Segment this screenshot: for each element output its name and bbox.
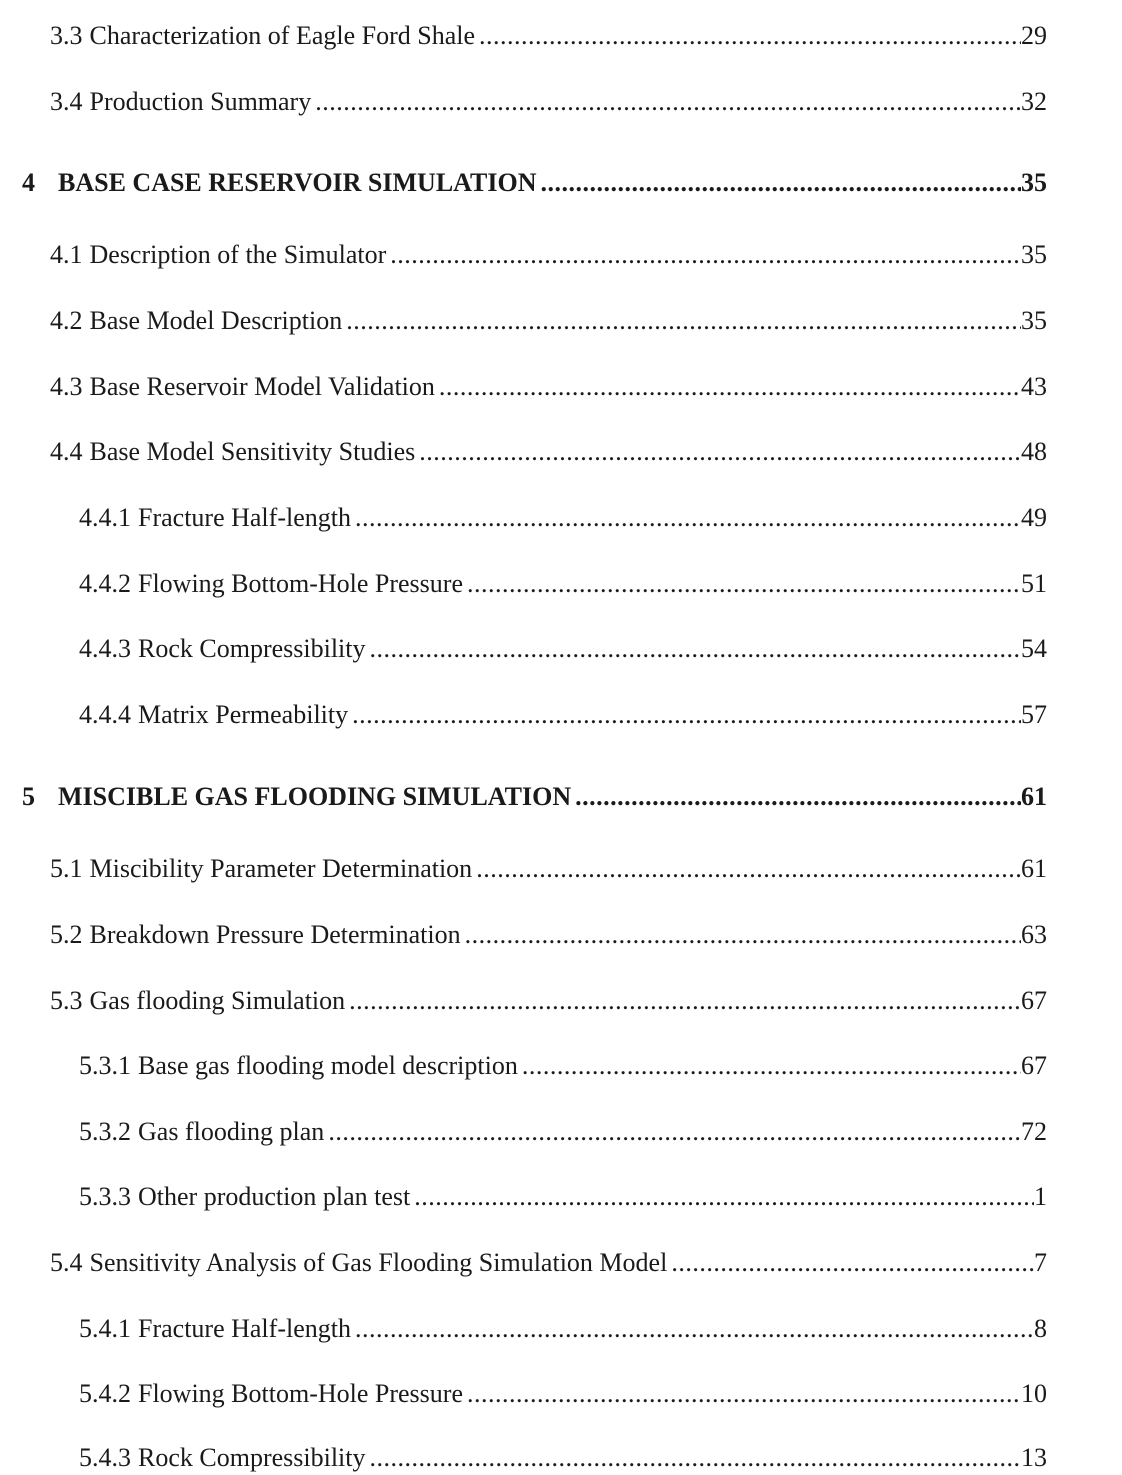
toc-entry-title: Breakdown Pressure Determination [89,920,461,949]
toc-entry[interactable] [50,19,1047,53]
toc-entry-number: 5.1 [50,854,83,883]
toc-entry-page: 54 [1021,634,1047,663]
toc-dot-leader [324,1115,1021,1149]
toc-entry-number: 5 [22,782,35,811]
toc-entry-title: Production Summary [89,87,312,116]
toc-entry-page: 35 [1021,168,1047,197]
toc-entry-title: Matrix Permeability [138,700,349,729]
toc-dot-leader [472,852,1021,886]
toc-entry[interactable] [50,370,1047,404]
toc-entry-number: 5.3 [50,986,83,1015]
toc-entry-number: 5.2 [50,920,83,949]
toc-entry-page: 32 [1021,87,1047,116]
toc-entry-title: Rock Compressibility [138,1443,366,1472]
toc-entry-page: 67 [1021,1051,1047,1080]
toc-entry-title: MISCIBLE GAS FLOODING SIMULATION [58,782,572,811]
toc-entry-title: Sensitivity Analysis of Gas Flooding Simulation Model [89,1248,668,1277]
toc-subsection-entry[interactable] [79,501,1047,535]
toc-entry-page: 49 [1021,503,1047,532]
toc-entry-page: 1 [1034,1182,1047,1211]
toc-entry-title: Flowing Bottom-Hole Pressure [138,1379,463,1408]
toc-entry-number: 5.3.1 [79,1051,131,1080]
toc-entry-number: 5.4.3 [79,1443,131,1472]
toc-entry-number: 5.3.2 [79,1117,131,1146]
toc-entry-page: 29 [1021,21,1047,50]
toc-entry-title: Base Reservoir Model Validation [89,372,435,401]
toc-subsection-entry[interactable] [79,1377,1047,1411]
toc-entry-number: 4.4.4 [79,700,131,729]
toc-entry-page: 67 [1021,986,1047,1015]
toc-entry[interactable] [50,85,1047,119]
toc-entry-page: 43 [1021,372,1047,401]
toc-entry-title: Fracture Half-length [138,1314,351,1343]
toc-entry[interactable] [50,238,1047,272]
toc-subsection-entry[interactable] [79,1441,1047,1475]
toc-entry[interactable] [50,1246,1047,1280]
toc-entry-title: Characterization of Eagle Ford Shale [89,21,476,50]
toc-entry-title: Gas flooding plan [138,1117,325,1146]
toc-entry-number: 5.3.3 [79,1182,131,1211]
toc-entry-title: Miscibility Parameter Determination [89,854,473,883]
toc-entry-number: 4.4 [50,437,83,466]
toc-entry-page: 10 [1021,1379,1047,1408]
toc-entry[interactable] [50,984,1047,1018]
toc-dot-leader [311,85,1021,119]
toc-entry-page: 61 [1021,782,1047,811]
toc-entry-page: 63 [1021,920,1047,949]
toc-entry-number: 4.2 [50,306,83,335]
toc-entry-page: 13 [1021,1443,1047,1472]
toc-dot-leader [351,501,1021,535]
toc-entry-title: BASE CASE RESERVOIR SIMULATION [58,168,537,197]
toc-entry-number: 5.4.1 [79,1314,131,1343]
toc-entry-number: 4.3 [50,372,83,401]
toc-entry-page: 35 [1021,306,1047,335]
toc-entry-page: 8 [1034,1314,1047,1343]
toc-entry-title: Base gas flooding model description [138,1051,518,1080]
toc-dot-leader [410,1180,1034,1214]
toc-entry-number: 4.4.3 [79,634,131,663]
toc-entry-number: 4.4.2 [79,569,131,598]
toc-entry-title: Gas flooding Simulation [89,986,346,1015]
toc-subsection-entry[interactable] [79,567,1047,601]
toc-dot-leader [386,238,1021,272]
toc-entry-title: Description of the Simulator [89,240,387,269]
toc-subsection-entry[interactable] [79,698,1047,732]
toc-entry-title: Fracture Half-length [138,503,351,532]
toc-dot-leader [345,984,1021,1018]
toc-dot-leader [342,304,1021,338]
toc-entry-number: 3.3 [50,21,83,50]
toc-entry-title: Other production plan test [138,1182,411,1211]
toc-chapter-entry[interactable] [22,780,1047,814]
toc-entry-number: 4.4.1 [79,503,131,532]
toc-entry[interactable] [50,918,1047,952]
toc-dot-leader [463,1377,1021,1411]
toc-entry-page: 51 [1021,569,1047,598]
toc-dot-leader [518,1049,1021,1083]
toc-subsection-entry[interactable] [79,1180,1047,1214]
toc-dot-leader [435,370,1021,404]
toc-subsection-entry[interactable] [79,632,1047,666]
toc-entry-number: 4.1 [50,240,83,269]
toc-entry-number: 5.4.2 [79,1379,131,1408]
toc-dot-leader [366,1441,1022,1475]
toc-entry-title: Base Model Sensitivity Studies [89,437,416,466]
toc-entry-number: 5.4 [50,1248,83,1277]
toc-dot-leader [348,698,1021,732]
toc-dot-leader [461,918,1021,952]
toc-subsection-entry[interactable] [79,1049,1047,1083]
toc-dot-leader [667,1246,1034,1280]
toc-subsection-entry[interactable] [79,1312,1047,1346]
toc-chapter-entry[interactable] [22,166,1047,200]
toc-dot-leader [351,1312,1034,1346]
toc-entry-page: 48 [1021,437,1047,466]
toc-dot-leader [463,567,1021,601]
toc-entry[interactable] [50,304,1047,338]
toc-dot-leader [536,166,1021,200]
toc-entry-page: 35 [1021,240,1047,269]
toc-subsection-entry[interactable] [79,1115,1047,1149]
toc-entry-title: Base Model Description [89,306,343,335]
toc-dot-leader [415,435,1021,469]
toc-entry[interactable] [50,435,1047,469]
toc-dot-leader [475,19,1021,53]
toc-entry-title: Flowing Bottom-Hole Pressure [138,569,463,598]
toc-entry-page: 7 [1034,1248,1047,1277]
toc-entry-page: 57 [1021,700,1047,729]
toc-dot-leader [571,780,1021,814]
toc-entry[interactable] [50,852,1047,886]
toc-dot-leader [366,632,1022,666]
toc-entry-number: 3.4 [50,87,83,116]
toc-entry-number: 4 [22,168,35,197]
toc-entry-title: Rock Compressibility [138,634,366,663]
toc-entry-page: 61 [1021,854,1047,883]
toc-entry-page: 72 [1021,1117,1047,1146]
